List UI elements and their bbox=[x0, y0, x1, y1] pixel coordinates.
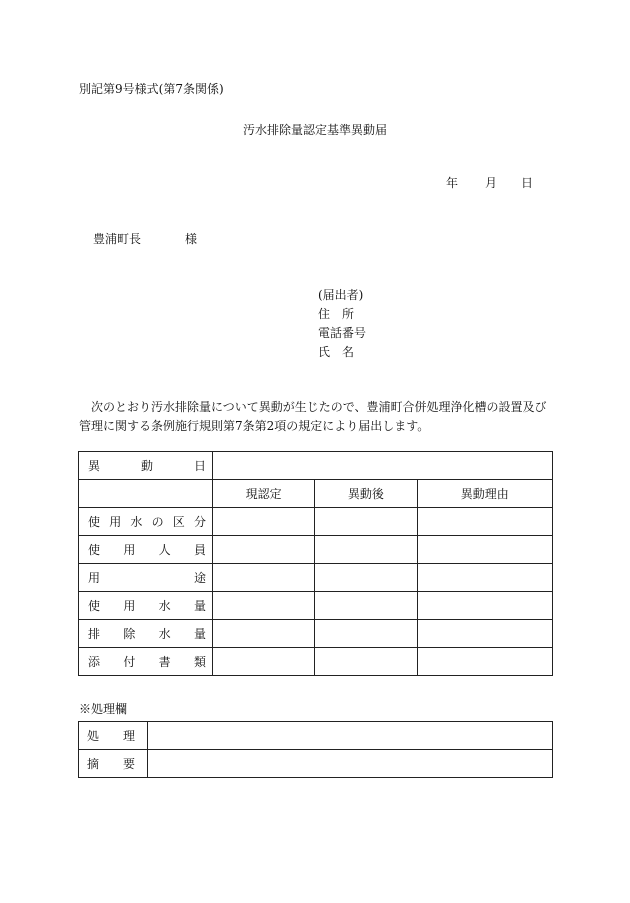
cell-current[interactable] bbox=[213, 648, 315, 676]
addressee-honorific: 様 bbox=[185, 232, 198, 246]
cell-processing[interactable] bbox=[148, 722, 553, 750]
change-table bbox=[78, 451, 553, 676]
applicant-address-label: 住 所 bbox=[318, 307, 355, 321]
table-row bbox=[79, 508, 553, 536]
cell-current[interactable] bbox=[213, 564, 315, 592]
cell-after[interactable] bbox=[315, 648, 417, 676]
applicant-heading: (届出者) bbox=[318, 288, 364, 302]
change-date-label: 異 動 日 bbox=[79, 452, 213, 480]
column-current: 現認定 bbox=[213, 480, 315, 508]
row-label-users: 使 用 人 員 bbox=[79, 536, 213, 564]
cell-current[interactable] bbox=[213, 620, 315, 648]
header-row bbox=[79, 480, 553, 508]
cell-after[interactable] bbox=[315, 508, 417, 536]
date-line bbox=[446, 174, 533, 191]
processing-table bbox=[78, 721, 553, 778]
cell-after[interactable] bbox=[315, 536, 417, 564]
cell-after[interactable] bbox=[315, 592, 417, 620]
addressee bbox=[93, 230, 197, 247]
table-row bbox=[79, 536, 553, 564]
applicant-block bbox=[318, 286, 366, 362]
table-row bbox=[79, 648, 553, 676]
row-label-water-category: 使 用 水 の 区 分 bbox=[79, 508, 213, 536]
cell-reason[interactable] bbox=[417, 620, 552, 648]
cell-reason[interactable] bbox=[417, 536, 552, 564]
row-label-discharge-volume: 排 除 水 量 bbox=[79, 620, 213, 648]
row-label-water-usage: 使 用 水 量 bbox=[79, 592, 213, 620]
applicant-name-label: 氏 名 bbox=[318, 345, 355, 359]
cell-reason[interactable] bbox=[417, 592, 552, 620]
column-reason: 異動理由 bbox=[417, 480, 552, 508]
cell-current[interactable] bbox=[213, 536, 315, 564]
addressee-name: 豊浦町長 bbox=[93, 232, 142, 246]
month-label: 月 bbox=[485, 176, 498, 190]
change-date-value[interactable] bbox=[213, 452, 553, 480]
cell-current[interactable] bbox=[213, 592, 315, 620]
row-label-remarks: 摘 要 bbox=[79, 750, 148, 778]
cell-after[interactable] bbox=[315, 564, 417, 592]
cell-reason[interactable] bbox=[417, 564, 552, 592]
body-text: 次のとおり汚水排除量について異動が生じたので、豊浦町合併処理浄化槽の設置及び管理に関する条例施行規則第7条第2項の規定により届出します。 bbox=[79, 400, 547, 433]
cell-reason[interactable] bbox=[417, 648, 552, 676]
row-label-processing: 処 理 bbox=[79, 722, 148, 750]
row-label-use: 用 途 bbox=[79, 564, 213, 592]
form-id: 別記第9号様式(第7条関係) bbox=[79, 82, 224, 96]
document-title: 汚水排除量認定基準異動届 bbox=[242, 123, 387, 137]
table-row bbox=[79, 722, 553, 750]
header-corner bbox=[79, 480, 213, 508]
change-date-row bbox=[79, 452, 553, 480]
table-row bbox=[79, 564, 553, 592]
cell-reason[interactable] bbox=[417, 508, 552, 536]
applicant-phone-label: 電話番号 bbox=[318, 326, 367, 340]
table-row bbox=[79, 592, 553, 620]
column-after: 異動後 bbox=[315, 480, 417, 508]
year-label: 年 bbox=[446, 176, 459, 190]
row-label-attachments: 添 付 書 類 bbox=[79, 648, 213, 676]
cell-remarks[interactable] bbox=[148, 750, 553, 778]
day-label: 日 bbox=[521, 176, 534, 190]
cell-after[interactable] bbox=[315, 620, 417, 648]
table-row bbox=[79, 620, 553, 648]
table-row bbox=[79, 750, 553, 778]
processing-heading: ※処理欄 bbox=[79, 702, 128, 716]
cell-current[interactable] bbox=[213, 508, 315, 536]
